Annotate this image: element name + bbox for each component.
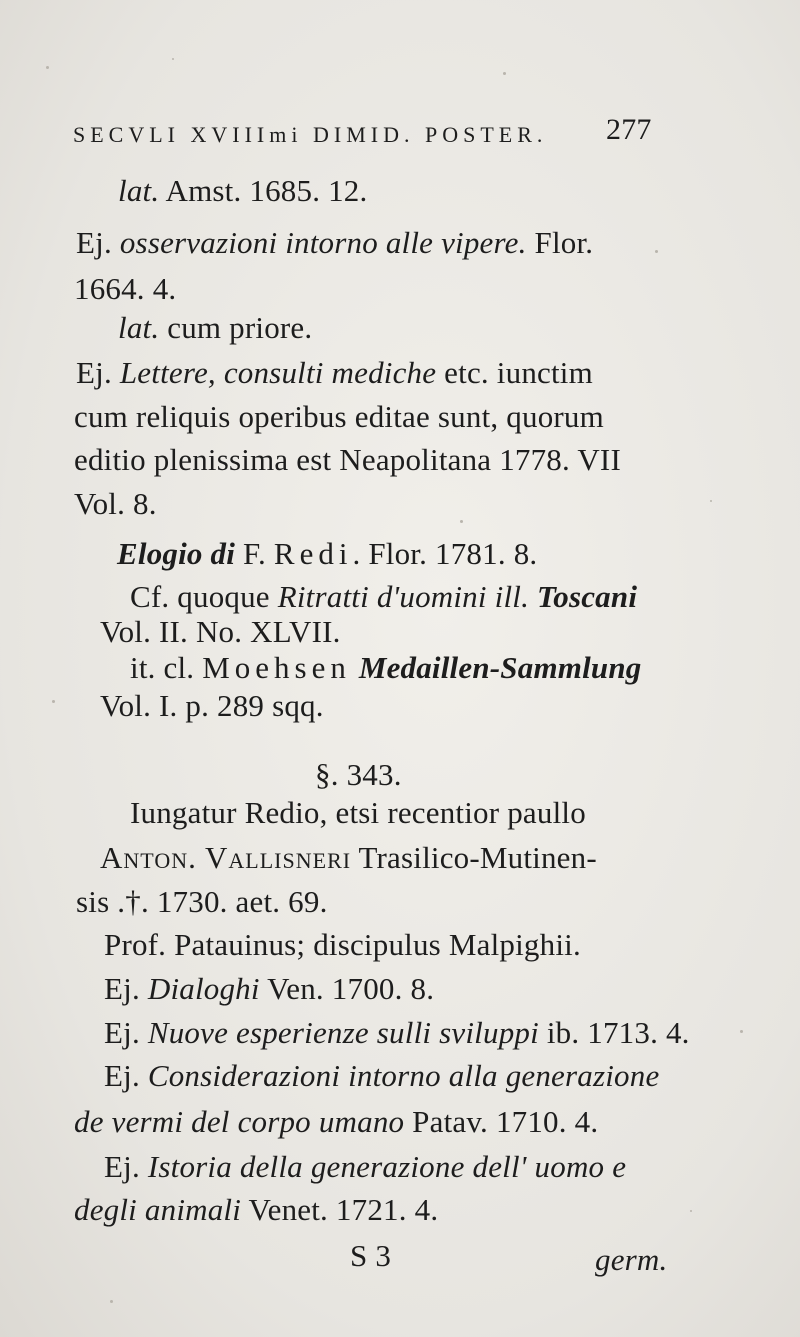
text-line: Iungatur Redio, etsi recentior paullo: [130, 795, 586, 830]
text-line: editio plenissima est Neapolitana 1778. VII: [74, 442, 621, 477]
text-line: sis .†. 1730. aet. 69.: [76, 884, 328, 919]
text-line: Ej. Dialoghi Ven. 1700. 8.: [104, 971, 435, 1006]
text-line: Prof. Patauinus; discipulus Malpighii.: [104, 927, 581, 962]
text-line: Ej. Considerazioni intorno alla generazione: [104, 1058, 660, 1093]
page-number: 277: [606, 113, 652, 146]
text-line: Ej. Nuove esperienze sulli sviluppi ib. 1713. 4.: [104, 1015, 690, 1050]
text-line: Ej. Istoria della generazione dell' uomo e: [104, 1149, 627, 1184]
text-line: Cf. quoque Ritratti d'uomini ill. Toscani: [130, 579, 638, 614]
text-line: lat. cum priore.: [118, 310, 313, 345]
text-line: cum reliquis operibus editae sunt, quorum: [74, 399, 604, 434]
catchword: germ.: [595, 1242, 668, 1277]
text-line: Vol. 8.: [74, 486, 157, 521]
text-line: Anton. Vallisneri Trasilico-Mutinen-: [100, 840, 597, 875]
text-line: Elogio di F. Redi. Flor. 1781. 8.: [117, 536, 538, 571]
section-number: §. 343.: [315, 757, 402, 792]
text-line: de vermi del corpo umano Patav. 1710. 4.: [74, 1104, 599, 1139]
text-line: it. cl. Moehsen Medaillen-Sammlung: [130, 650, 642, 685]
text-line: Vol. II. No. XLVII.: [100, 614, 341, 649]
text-line: degli animali Venet. 1721. 4.: [74, 1192, 439, 1227]
text-line: Ej. Lettere, consulti mediche etc. iunctim: [76, 355, 593, 390]
text-line: 1664. 4.: [74, 271, 177, 306]
running-header: SECVLI XVIIImi DIMID. POSTER.: [73, 122, 548, 147]
text-line: lat. Amst. 1685. 12.: [118, 173, 368, 208]
text-line: Ej. osservazioni intorno alle vipere. Flor.: [76, 225, 594, 260]
text-line: Vol. I. p. 289 sqq.: [100, 688, 324, 723]
signature-mark: S 3: [350, 1238, 392, 1273]
